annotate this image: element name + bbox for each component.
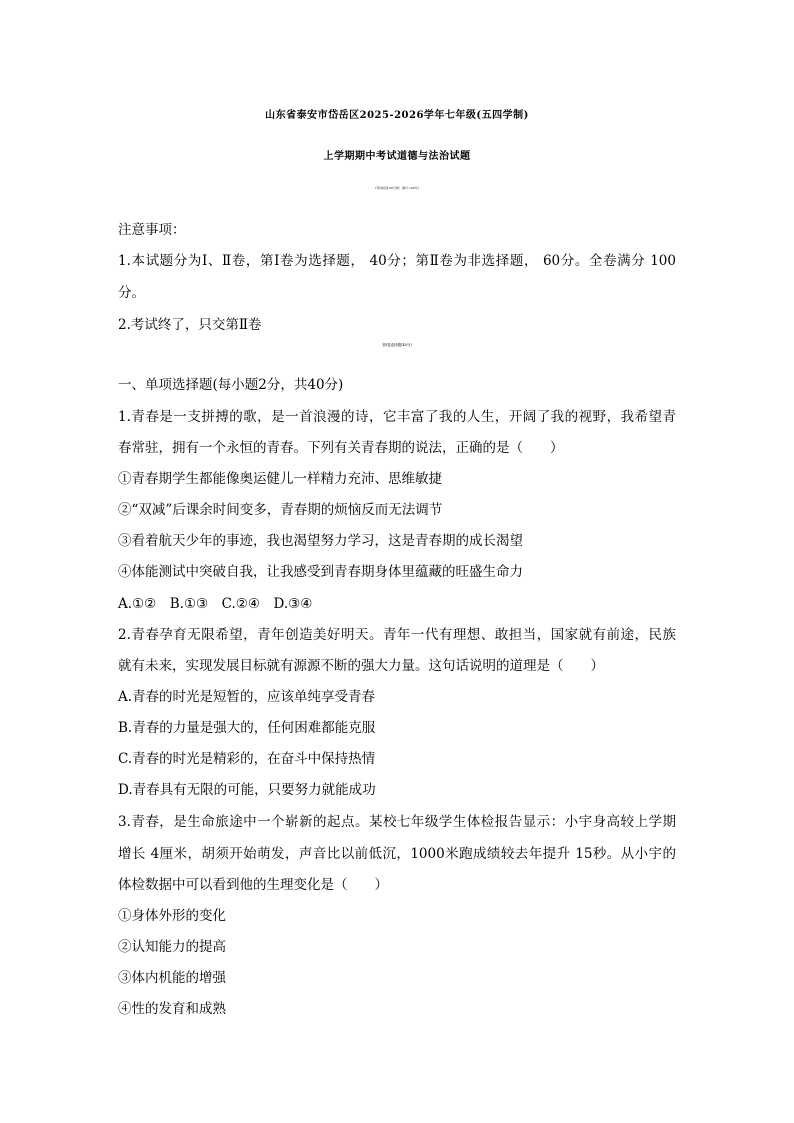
q2-option-d: D.青春具有无限的可能，只要努力就能成功 — [118, 782, 376, 798]
q2-stem-line2: 就有未来，实现发展目标就有源源不断的强大力量。这句话说明的道理是（ ） — [118, 658, 604, 674]
q1-stem-line1: 1.青春是一支拼搏的歌，是一首浪漫的诗，它丰富了我的人生，开阔了我的视野，我希望青 — [118, 409, 676, 425]
exam-info: (考试时间 60分钟；满分 100分) — [375, 186, 419, 190]
q2-option-a: A.青春的时光是短暂的，应该单纯享受青春 — [118, 689, 376, 705]
notes-item2: 2.考试终了，只交第Ⅱ卷 — [118, 317, 262, 333]
q3-statement-1: ①身体外形的变化 — [118, 908, 226, 924]
q3-statement-4: ④性的发育和成熟 — [118, 1001, 226, 1017]
q1-statement-2: ②“双减”后课余时间变多，青春期的烦恼反而无法调节 — [118, 502, 443, 518]
q3-statement-2: ②认知能力的提高 — [118, 939, 226, 955]
notes-item1-line2: 分。 — [118, 285, 145, 301]
q1-choices: A.①② B.①③ C.②④ D.③④ — [118, 596, 313, 612]
notes-item1-line1: 1.本试题分为Ⅰ、Ⅱ卷，第Ⅰ卷为选择题， 40分；第Ⅱ卷为非选择题， 60分。全卷满分 100 — [118, 253, 676, 269]
q1-statement-4: ④体能测试中突破自我，让我感受到青春期身体里蕴藏的旺盛生命力 — [118, 564, 523, 580]
q1-stem-line2: 春常驻，拥有一个永恒的青春。下列有关青春期的说法，正确的是（ ） — [118, 440, 564, 456]
q1-statement-1: ①青春期学生都能像奥运健儿一样精力充沛、思维敏捷 — [118, 471, 442, 487]
q2-option-c: C.青春的时光是精彩的，在奋斗中保持热情 — [118, 751, 376, 767]
q2-stem-line1: 2.青春孕育无限希望，青年创造美好明天。青年一代有理想、敢担当，国家就有前途，民族 — [118, 627, 676, 643]
notes-heading: 注意事项： — [118, 222, 186, 238]
q3-stem-line2: 增长 4厘米，胡须开始萌发，声音比以前低沉，1000米跑成绩较去年提升 15秒。从小宇的 — [118, 846, 676, 862]
q3-stem-line3: 体检数据中可以看到他的生理变化是（ ） — [118, 877, 388, 893]
exam-title-line1: 山东省泰安市岱岳区2025-2026学年七年级(五四学制) — [265, 110, 529, 121]
q1-statement-3: ③看着航天少年的事迹，我也渴望努力学习，这是青春期的成长渴望 — [118, 533, 523, 549]
question-type-title: 一、单项选择题(每小题2分，共40分) — [118, 377, 344, 393]
q3-statement-3: ③体内机能的增强 — [118, 970, 226, 986]
q2-option-b: B.青春的力量是强大的，任何困难都能克服 — [118, 720, 376, 736]
q3-stem-line1: 3.青春，是生命旅途中一个崭新的起点。某校七年级学生体检报告显示：小宇身高较上学期 — [118, 814, 676, 830]
part-title: 第Ⅰ卷选择题(40分) — [382, 343, 412, 347]
exam-title-line2: 上学期期中考试道德与法治试题 — [323, 151, 471, 162]
